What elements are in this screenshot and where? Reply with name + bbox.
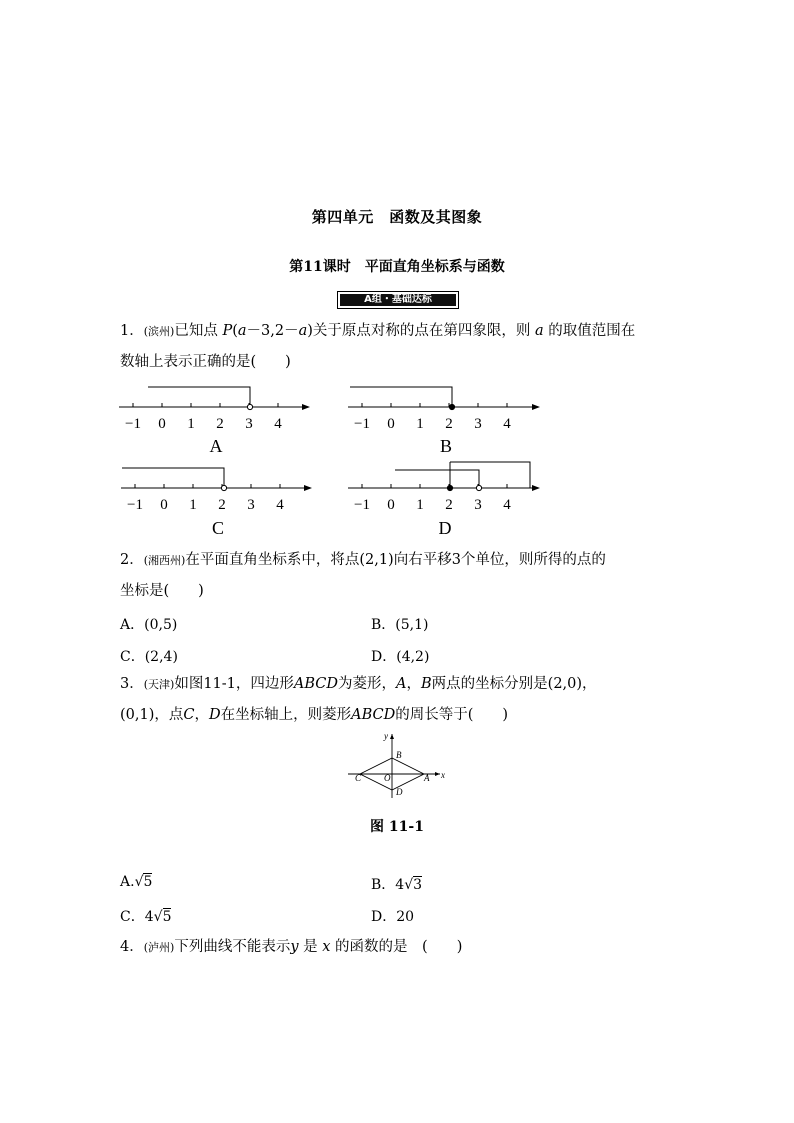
tick-label: −1 xyxy=(354,497,370,513)
option-label: C． xyxy=(120,649,145,665)
q1-point: P xyxy=(222,323,233,339)
q2-option-c[interactable] xyxy=(120,646,178,666)
q2-option-b[interactable] xyxy=(371,614,429,634)
tick-label: −1 xyxy=(125,416,141,432)
solution-ray xyxy=(122,468,224,488)
sqrt-sign: √ xyxy=(153,909,163,925)
label-y: y xyxy=(384,731,388,741)
q1-number: 1． xyxy=(120,323,144,339)
open-point xyxy=(247,404,252,409)
figure-caption: 图 11-1 xyxy=(370,819,424,835)
tick-label: 4 xyxy=(274,416,282,432)
solution-ray xyxy=(450,462,530,488)
number-line-option-b xyxy=(348,387,540,456)
solution-ray xyxy=(395,470,479,488)
q3-shape: ABCD xyxy=(293,676,339,692)
q2-source: (湘西州) xyxy=(143,554,186,567)
option-label: C xyxy=(211,518,225,538)
option-radicand: 5 xyxy=(162,909,172,925)
q1-text: 的取值范围在 xyxy=(543,323,636,339)
q4-source: (泸州) xyxy=(143,941,175,954)
q3-option-a[interactable] xyxy=(120,874,152,890)
q3-point: C xyxy=(183,707,195,723)
number-line-option-c xyxy=(121,468,312,538)
option-label: D． xyxy=(371,649,397,665)
tick-label: 3 xyxy=(247,497,255,513)
q3-option-c[interactable] xyxy=(120,906,171,926)
q1-line-2: 数轴上表示正确的是( ) xyxy=(120,354,291,370)
option-label: B． xyxy=(371,877,396,893)
open-point xyxy=(476,485,481,490)
q3-source: (天津) xyxy=(143,678,175,691)
q2-number: 2． xyxy=(120,552,144,568)
q4-line-1 xyxy=(120,932,680,963)
option-value: (4,2) xyxy=(396,649,430,665)
axis-arrow xyxy=(532,485,540,491)
tick-label: 0 xyxy=(160,497,168,513)
tick-label: 4 xyxy=(503,497,511,513)
tick-label: 2 xyxy=(216,416,224,432)
q2-text: 在平面直角坐标系中，将点(2,1)向右平移3个单位，则所得的点的 xyxy=(185,552,606,568)
option-radicand: 3 xyxy=(413,877,423,893)
number-line-option-d xyxy=(348,462,540,538)
tick-label: 2 xyxy=(445,497,453,513)
tick-label: 4 xyxy=(276,497,284,513)
q3-sep: ， xyxy=(194,707,209,723)
q3-text: 在坐标轴上，则菱形 xyxy=(220,707,352,723)
q3-point: A xyxy=(396,676,407,692)
option-coef: 20 xyxy=(396,909,415,925)
q3-sep: ， xyxy=(406,676,422,692)
option-label: A. xyxy=(120,874,135,890)
tick-label: 1 xyxy=(189,497,197,513)
option-coef: 4 xyxy=(144,909,154,925)
q3-text: 两点的坐标分别是(2,0)， xyxy=(431,676,597,692)
option-label: B． xyxy=(371,617,396,633)
label-b: B xyxy=(396,750,402,760)
tick-label: 3 xyxy=(474,416,482,432)
option-value: (5,1) xyxy=(395,617,429,633)
sqrt-sign: √ xyxy=(404,877,414,893)
q1-paren: ( xyxy=(232,323,238,339)
axis-arrow xyxy=(532,404,540,410)
q4-text: 的函数的是 ( ) xyxy=(330,939,463,955)
option-coef: 4 xyxy=(395,877,405,893)
tick-label: 2 xyxy=(218,497,226,513)
axis-arrow xyxy=(304,485,312,491)
question-3 xyxy=(120,669,680,731)
unit-title: 第四单元 函数及其图象 xyxy=(311,208,483,226)
open-point xyxy=(221,485,226,490)
y-axis-arrow xyxy=(390,734,394,739)
label-a: A xyxy=(424,773,430,783)
lesson-title: 第11课时 平面直角坐标系与函数 xyxy=(289,259,505,275)
tick-label: 0 xyxy=(387,416,395,432)
q2-option-d[interactable] xyxy=(371,646,429,666)
closed-point xyxy=(447,485,452,490)
number-line-option-a xyxy=(119,387,310,456)
x-axis-arrow xyxy=(435,772,440,776)
q3-text: 如图11-1，四边形 xyxy=(174,676,294,692)
tick-label: 1 xyxy=(416,497,424,513)
q3-point: D xyxy=(208,707,221,723)
tick-label: 4 xyxy=(503,416,511,432)
tick-label: 1 xyxy=(416,416,424,432)
q1-coords: －3,2－ xyxy=(246,323,299,339)
q3-text: 为菱形， xyxy=(338,676,397,692)
solution-ray xyxy=(350,387,452,407)
option-label: D xyxy=(438,518,452,538)
label-c: C xyxy=(355,773,362,783)
question-4 xyxy=(120,932,680,963)
q2-line-2: 坐标是( ) xyxy=(120,583,204,599)
closed-point xyxy=(449,404,454,409)
option-value: (0,5) xyxy=(144,617,178,633)
section-badge-label: A组・基础达标 xyxy=(340,294,456,306)
q1-var: a xyxy=(535,323,544,339)
q4-var: y xyxy=(290,939,299,955)
label-d: D xyxy=(396,787,403,797)
tick-label: 3 xyxy=(474,497,482,513)
rhombus-figure xyxy=(340,728,450,800)
option-label: A xyxy=(209,436,223,456)
q1-paren: ) xyxy=(307,323,313,339)
option-radicand: 5 xyxy=(143,874,153,890)
q1-var: a xyxy=(298,323,308,339)
option-value: (2,4) xyxy=(144,649,178,665)
q1-text: 关于原点对称的点在第四象限，则 xyxy=(312,323,536,339)
axis-arrow xyxy=(302,404,310,410)
q3-line-1 xyxy=(120,669,680,700)
q4-text: 是 xyxy=(298,939,323,955)
q1-text: 已知点 xyxy=(174,323,223,339)
q2-line-1 xyxy=(120,545,680,576)
q1-var: a xyxy=(237,323,247,339)
tick-label: 0 xyxy=(387,497,395,513)
option-label: B xyxy=(439,436,453,456)
q3-number: 3． xyxy=(120,676,144,692)
solution-ray xyxy=(148,387,250,407)
q3-text: 的周长等于( ) xyxy=(395,707,509,723)
q3-option-d[interactable] xyxy=(371,906,414,926)
tick-label: 1 xyxy=(187,416,195,432)
q3-line-2 xyxy=(120,700,680,731)
q4-number: 4． xyxy=(120,939,144,955)
tick-label: −1 xyxy=(127,497,143,513)
option-label: A． xyxy=(120,617,145,633)
q3-point: B xyxy=(421,676,432,692)
q3-text: (0,1)，点 xyxy=(120,707,184,723)
sqrt-sign: √ xyxy=(134,874,144,890)
q3-option-b[interactable] xyxy=(371,874,422,894)
label-o: O xyxy=(384,773,391,783)
q3-shape: ABCD xyxy=(351,707,396,723)
tick-label: −1 xyxy=(354,416,370,432)
tick-label: 3 xyxy=(245,416,253,432)
tick-label: 2 xyxy=(445,416,453,432)
label-x: x xyxy=(441,770,445,780)
q4-text: 下列曲线不能表示 xyxy=(174,939,291,955)
question-2 xyxy=(120,545,680,607)
q1-source: (滨州) xyxy=(143,325,175,338)
q2-option-a[interactable] xyxy=(120,614,177,634)
q4-var: x xyxy=(322,939,331,955)
option-label: C． xyxy=(120,909,145,925)
option-label: D． xyxy=(371,909,397,925)
tick-label: 0 xyxy=(158,416,166,432)
